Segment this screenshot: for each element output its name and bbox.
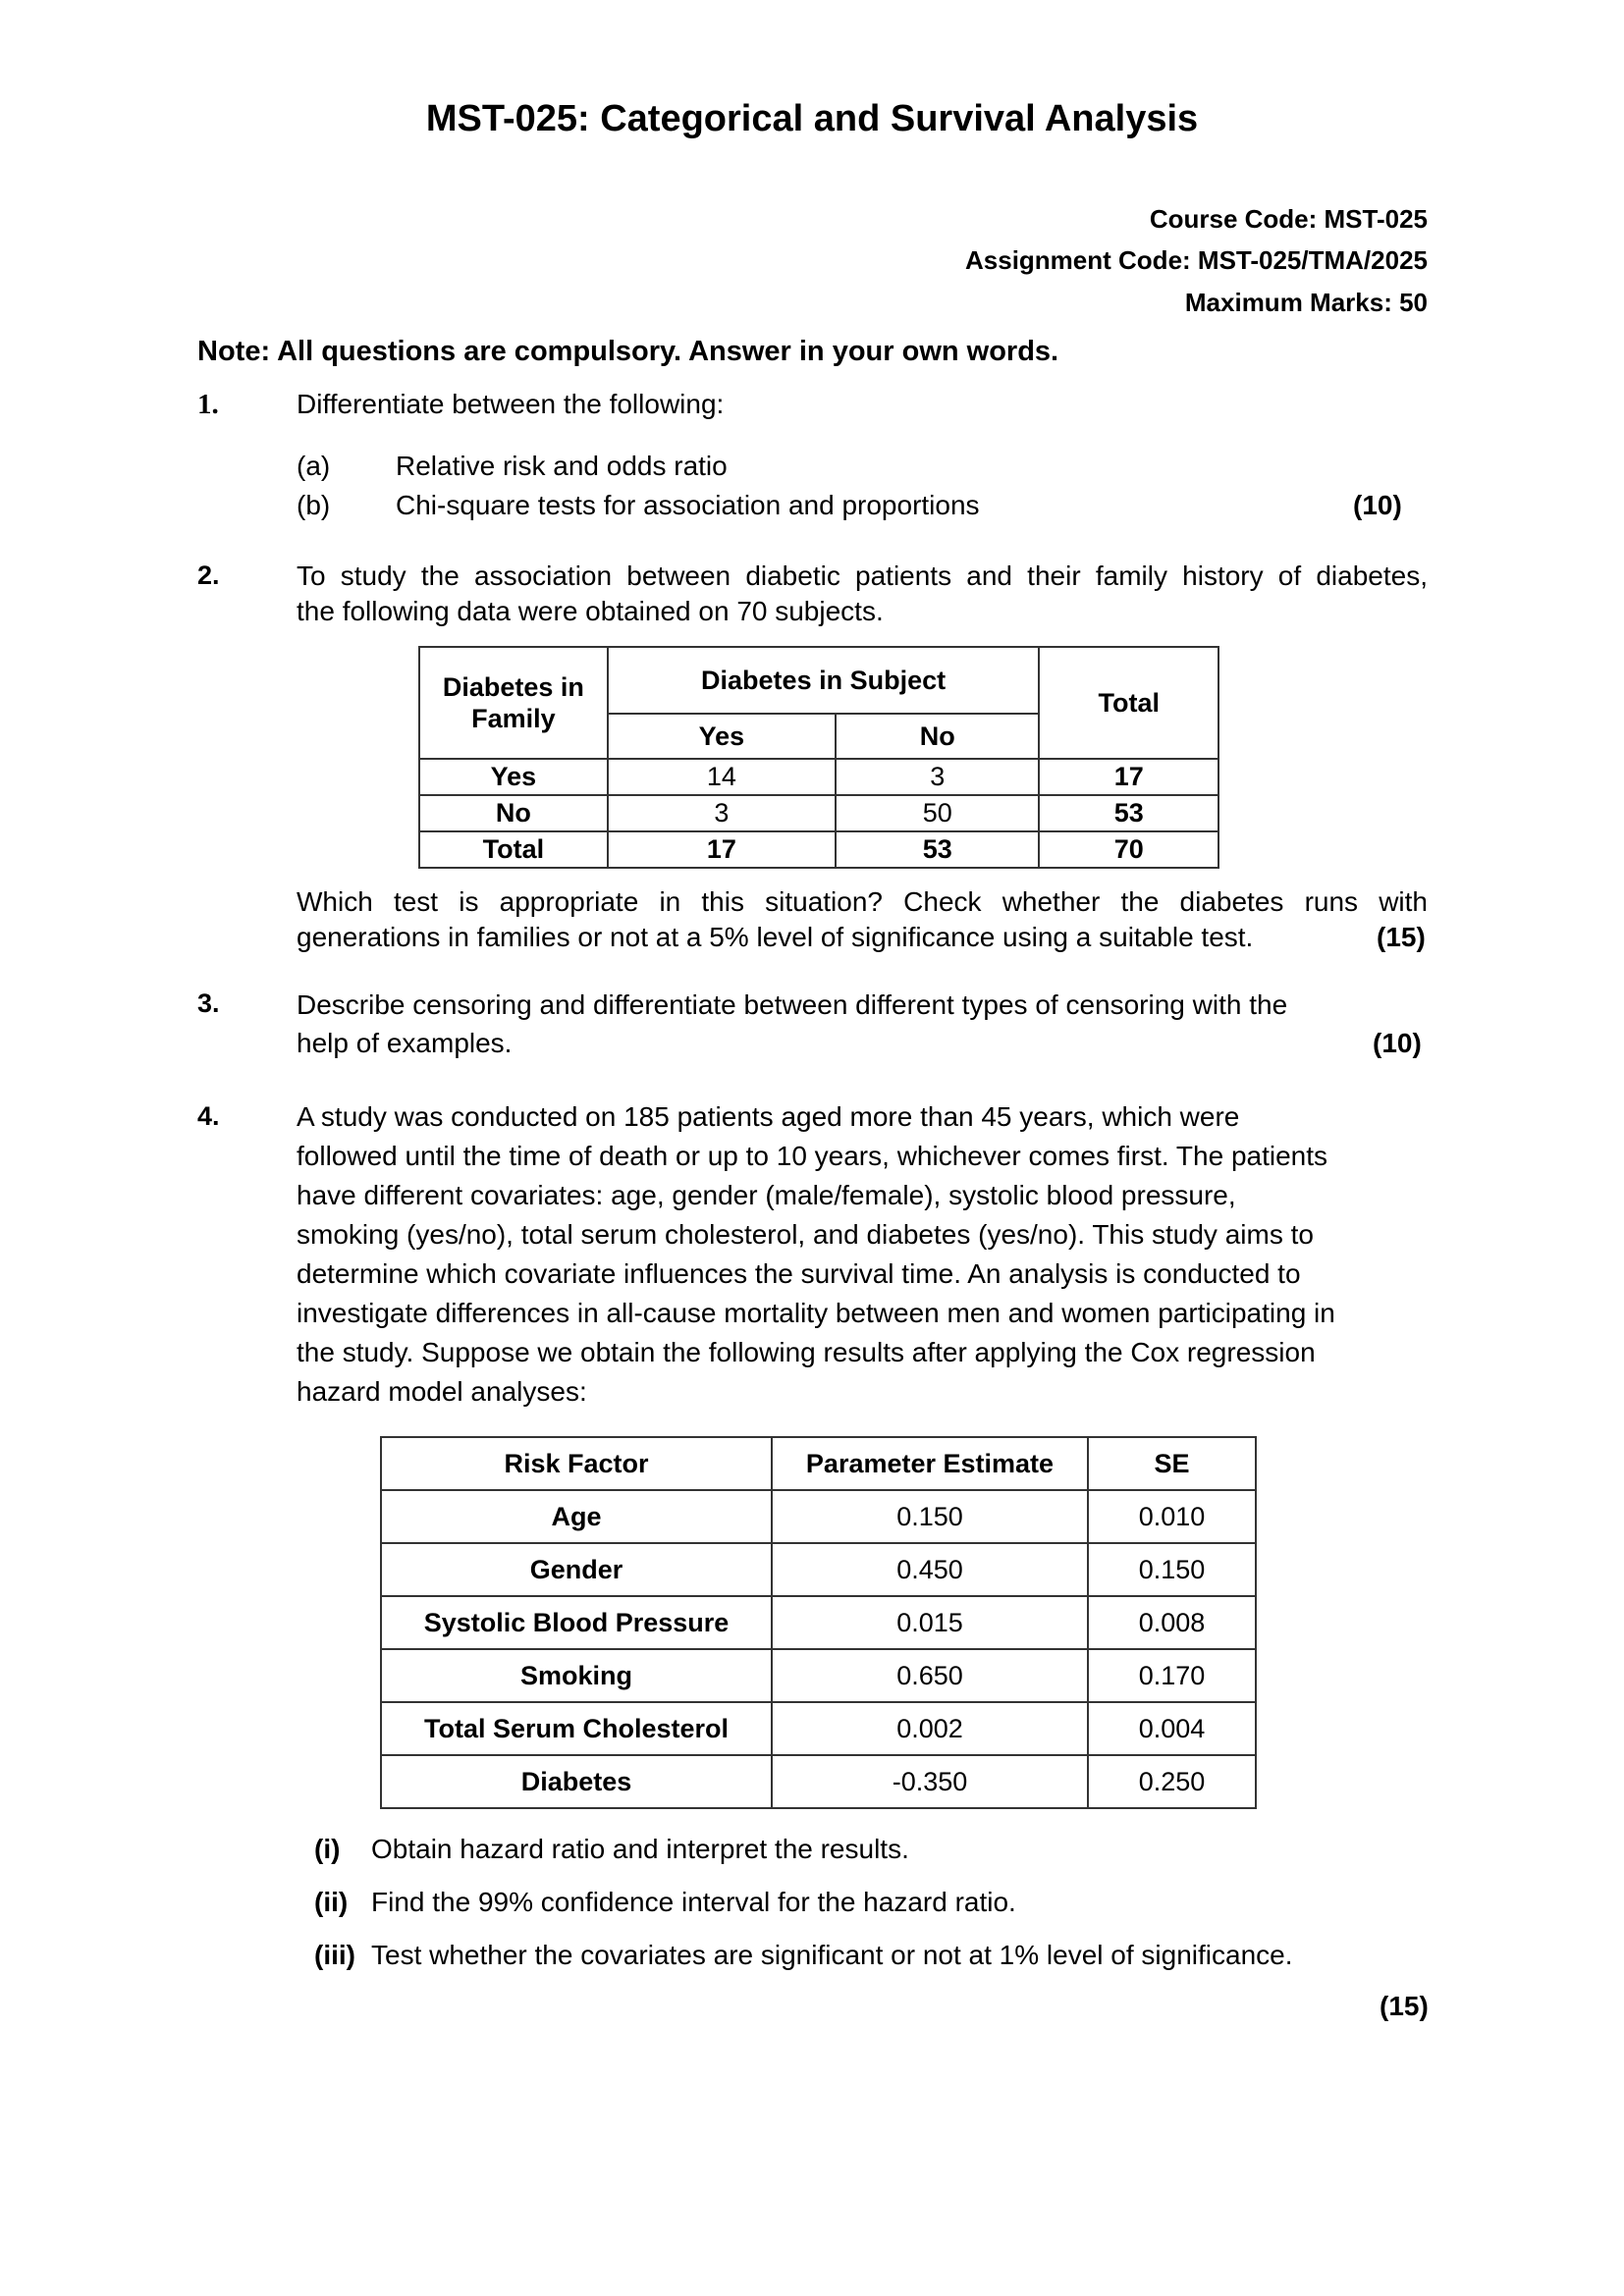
cell-total: 70 xyxy=(1039,831,1218,868)
question-text-line: A study was conducted on 185 patients aged more than 45 years, which were xyxy=(297,1101,1240,1132)
parameter-estimate: 0.015 xyxy=(772,1596,1088,1649)
cell-no: 3 xyxy=(836,759,1039,795)
table-row xyxy=(381,1649,1256,1702)
risk-factor: Smoking xyxy=(381,1649,772,1702)
col-header-se: SE xyxy=(1088,1437,1256,1490)
table-row xyxy=(381,1490,1256,1543)
col-header-no: No xyxy=(836,714,1039,759)
cell-no: 50 xyxy=(836,795,1039,831)
assignment-code: Assignment Code: MST-025/TMA/2025 xyxy=(965,245,1428,275)
subpart-label: (ii) xyxy=(314,1887,349,1917)
col-group-header: Diabetes in Subject xyxy=(608,647,1040,714)
standard-error: 0.150 xyxy=(1088,1543,1256,1596)
subpart-text: Obtain hazard ratio and interpret the results. xyxy=(371,1834,909,1864)
row-label: Yes xyxy=(419,759,608,795)
page-title: MST-025: Categorical and Survival Analysis xyxy=(425,98,1199,139)
subpart-label: (iii) xyxy=(314,1940,355,1970)
standard-error: 0.008 xyxy=(1088,1596,1256,1649)
risk-factor: Total Serum Cholesterol xyxy=(381,1702,772,1755)
part-label: (b) xyxy=(297,490,331,520)
question-text-line: followed until the time of death or up to 10 years, whichever comes first. The patients xyxy=(297,1141,1328,1171)
table-row xyxy=(381,1702,1256,1755)
cell-yes: 14 xyxy=(608,759,836,795)
cell-no: 53 xyxy=(836,831,1039,868)
cox-regression-table xyxy=(380,1436,1257,1809)
col-header-risk-factor: Risk Factor xyxy=(381,1437,772,1490)
cell-yes: 17 xyxy=(608,831,836,868)
row-label: Total xyxy=(419,831,608,868)
row-header xyxy=(419,647,608,759)
question-text-line: Describe censoring and differentiate between different types of censoring with the xyxy=(297,989,1288,1020)
parameter-estimate: 0.150 xyxy=(772,1490,1088,1543)
subpart xyxy=(314,1834,909,1865)
course-code: Course Code: MST-025 xyxy=(1149,204,1428,234)
subpart xyxy=(314,1887,1016,1918)
parameter-estimate: 0.002 xyxy=(772,1702,1088,1755)
total-header: Total xyxy=(1039,647,1218,759)
marks: (10) xyxy=(1373,1028,1422,1058)
row-label: No xyxy=(419,795,608,831)
question-text-line: determine which covariate influences the survival time. An analysis is conducted to xyxy=(297,1258,1301,1289)
question-text-line: hazard model analyses: xyxy=(297,1376,587,1407)
maximum-marks: Maximum Marks: 50 xyxy=(1184,288,1428,317)
table-row xyxy=(381,1755,1256,1808)
col-header-parameter-estimate: Parameter Estimate xyxy=(772,1437,1088,1490)
standard-error: 0.004 xyxy=(1088,1702,1256,1755)
parameter-estimate: 0.450 xyxy=(772,1543,1088,1596)
risk-factor: Age xyxy=(381,1490,772,1543)
part-text: Relative risk and odds ratio xyxy=(396,451,728,481)
part-label: (a) xyxy=(297,451,331,481)
contingency-table xyxy=(418,646,1219,869)
subpart xyxy=(314,1940,1293,1971)
question-text-line: smoking (yes/no), total serum cholesterol, and diabetes (yes/no). This study aims to xyxy=(297,1219,1314,1250)
row-header-line: Family xyxy=(471,704,556,733)
parameter-estimate: 0.650 xyxy=(772,1649,1088,1702)
question-text-line: To study the association between diabetic patients and their family history of diabetes, xyxy=(297,561,1428,591)
part-text: Chi-square tests for association and proportions xyxy=(396,490,980,520)
parameter-estimate: -0.350 xyxy=(772,1755,1088,1808)
question-text: Differentiate between the following: xyxy=(297,389,725,419)
subpart-text: Find the 99% confidence interval for the hazard ratio. xyxy=(371,1887,1016,1917)
marks: (15) xyxy=(1377,922,1426,952)
instructions-note: Note: All questions are compulsory. Answer in your own words. xyxy=(197,336,1059,367)
question-number: 4. xyxy=(197,1101,220,1131)
question-number: 2. xyxy=(197,561,220,590)
cell-total: 53 xyxy=(1039,795,1218,831)
question-text-line: the study. Suppose we obtain the following results after applying the Cox regression xyxy=(297,1337,1316,1367)
followup-text-line: Which test is appropriate in this situation? Check whether the diabetes runs with xyxy=(297,886,1428,917)
question-text-line: have different covariates: age, gender (male/female), systolic blood pressure, xyxy=(297,1180,1236,1210)
question-text-line: the following data were obtained on 70 subjects. xyxy=(297,596,884,626)
table-row xyxy=(381,1596,1256,1649)
risk-factor: Gender xyxy=(381,1543,772,1596)
standard-error: 0.250 xyxy=(1088,1755,1256,1808)
question-text-line: help of examples. xyxy=(297,1028,513,1058)
risk-factor: Systolic Blood Pressure xyxy=(381,1596,772,1649)
cell-yes: 3 xyxy=(608,795,836,831)
col-header-yes: Yes xyxy=(608,714,836,759)
followup-text-line: generations in families or not at a 5% level of significance using a suitable test. xyxy=(297,922,1254,952)
risk-factor: Diabetes xyxy=(381,1755,772,1808)
table-row xyxy=(419,759,1218,795)
standard-error: 0.170 xyxy=(1088,1649,1256,1702)
row-header-line: Diabetes in xyxy=(442,672,584,702)
question-number: 1. xyxy=(197,389,219,420)
table-row xyxy=(419,831,1218,868)
subpart-label: (i) xyxy=(314,1834,341,1864)
standard-error: 0.010 xyxy=(1088,1490,1256,1543)
marks: (10) xyxy=(1353,490,1402,520)
table-row xyxy=(381,1543,1256,1596)
question-text-line: investigate differences in all-cause mortality between men and women participating in xyxy=(297,1298,1335,1328)
subpart-text: Test whether the covariates are significant or not at 1% level of significance. xyxy=(371,1940,1293,1970)
marks: (15) xyxy=(1380,1991,1429,2021)
table-row xyxy=(419,795,1218,831)
cell-total: 17 xyxy=(1039,759,1218,795)
question-number: 3. xyxy=(197,988,220,1018)
